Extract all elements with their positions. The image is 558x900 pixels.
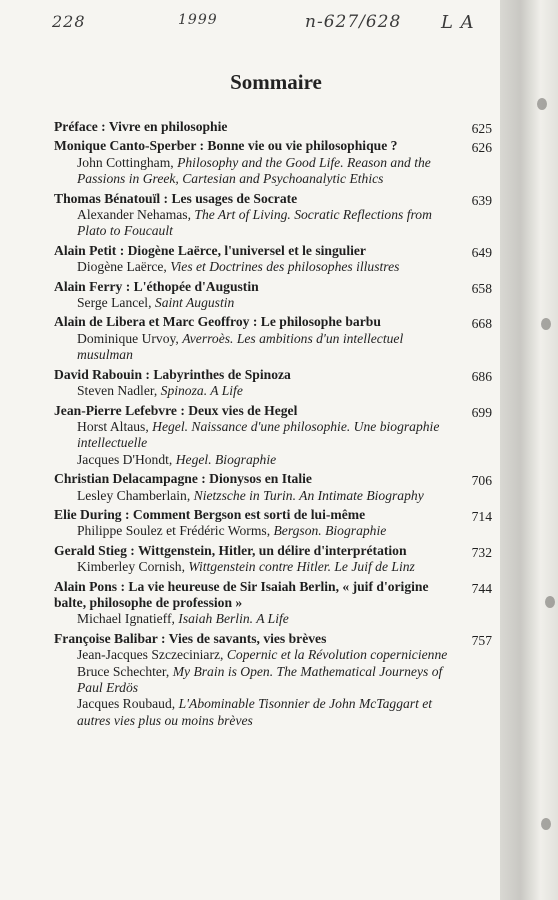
book-title: Nietzsche in Turin. An Intimate Biography [193, 487, 424, 503]
reviewed-book [54, 295, 494, 311]
reviewed-book [54, 611, 494, 627]
toc-entry-heading: Alain Ferry : L'éthopée d'Augustin [54, 278, 259, 294]
toc-page-number: 706 [471, 473, 492, 489]
reviewed-book [54, 664, 494, 697]
book-author: Michael Ignatieff, [77, 611, 179, 627]
page-edge [500, 0, 558, 900]
reviewed-book [54, 523, 494, 539]
table-of-contents [54, 119, 494, 732]
binder-hole [541, 318, 551, 330]
handwritten-reference: n-627/628 [305, 12, 402, 32]
toc-page-number: 757 [471, 632, 492, 648]
toc-entry [54, 119, 494, 135]
book-author: Jean-Jacques Szczeciniarz, [77, 647, 227, 663]
toc-entry [54, 243, 494, 276]
reviewed-book [54, 155, 494, 188]
toc-page-number: 744 [471, 580, 492, 596]
book-author: John Cottingham, [77, 154, 178, 170]
toc-entry [54, 579, 494, 628]
book-title: Isaiah Berlin. A Life [178, 611, 289, 627]
reviewed-book [54, 207, 494, 240]
binder-hole [537, 98, 547, 110]
reviewed-book [54, 488, 494, 504]
handwritten-initials: L A [441, 12, 475, 33]
book-author: Serge Lancel, [77, 295, 155, 311]
page-title: Sommaire [230, 70, 322, 94]
book-title: Saint Augustin [154, 295, 235, 311]
book-title: Hegel. Biographie [175, 451, 277, 467]
book-title: L'Abominable Tisonnier de John McTaggart et autres vies plus ou moins brèves [77, 696, 433, 728]
book-author: Jacques D'Hondt, [77, 451, 176, 467]
toc-page-number: 649 [471, 244, 492, 260]
book-author: Alexander Nehamas, [77, 207, 195, 223]
toc-entry-heading: David Rabouin : Labyrinthes de Spinoza [54, 366, 291, 382]
book-author: Kimberley Cornish, [77, 559, 189, 575]
toc-entry [54, 471, 494, 504]
book-author: Philippe Soulez et Frédéric Worms, [77, 523, 274, 539]
toc-entry [54, 191, 494, 240]
reviewed-book [54, 647, 494, 663]
handwritten-year: 1999 [178, 12, 218, 28]
toc-page-number: 639 [471, 192, 492, 208]
toc-entry-heading: Alain Pons : La vie heureuse de Sir Isaiah Berlin, « juif d'origine balte, philosophe de profession » [54, 578, 429, 610]
book-author: Jacques Roubaud, [77, 696, 179, 712]
toc-entry-heading: Gerald Stieg : Wittgenstein, Hitler, un délire d'interprétation [54, 542, 407, 558]
book-author: Horst Altaus, [77, 418, 153, 434]
book-title: The Art of Living. Socratic Reflections from Plato to Foucault [77, 207, 432, 239]
reviewed-book [54, 452, 494, 468]
toc-page-number: 658 [471, 280, 492, 296]
book-author: Diogène Laërce, [77, 259, 171, 275]
book-title: My Brain is Open. The Mathematical Journeys of Paul Erdös [77, 663, 443, 695]
reviewed-book [54, 383, 494, 399]
reviewed-book [54, 259, 494, 275]
toc-entry [54, 367, 494, 400]
toc-entry-heading: Jean-Pierre Lefebvre : Deux vies de Hegel [54, 402, 298, 418]
toc-entry [54, 279, 494, 312]
toc-page-number: 668 [471, 316, 492, 332]
toc-page-number: 714 [471, 508, 492, 524]
toc-entry-heading: Monique Canto-Sperber : Bonne vie ou vie philosophique ? [54, 138, 398, 154]
reviewed-book [54, 696, 494, 729]
toc-entry-heading: Alain Petit : Diogène Laërce, l'universel et le singulier [54, 242, 366, 258]
handwritten-number: 228 [52, 12, 86, 31]
reviewed-book [54, 419, 494, 452]
toc-entry-heading: Alain de Libera et Marc Geoffroy : Le philosophe barbu [54, 314, 381, 330]
reviewed-book [54, 559, 494, 575]
toc-entry [54, 631, 494, 729]
toc-page-number: 626 [471, 140, 492, 156]
toc-entry [54, 314, 494, 363]
toc-page-number: 699 [471, 404, 492, 420]
book-author: Lesley Chamberlain, [77, 487, 194, 503]
book-title: Copernic et la Révolution copernicienne [226, 647, 448, 663]
toc-page-number: 625 [471, 121, 492, 136]
book-title: Vies et Doctrines des philosophes illustres [170, 259, 400, 275]
toc-entry [54, 543, 494, 576]
reviewed-book [54, 331, 494, 364]
toc-entry [54, 507, 494, 540]
book-author: Bruce Schechter, [77, 663, 173, 679]
toc-page-number: 686 [471, 368, 492, 384]
book-title: Hegel. Naissance d'une philosophie. Une biographie intellectuelle [77, 418, 440, 451]
book-title: Wittgenstein contre Hitler. Le Juif de Linz [188, 559, 415, 575]
binder-hole [541, 818, 551, 830]
toc-entry-heading: Elie During : Comment Bergson est sorti de lui-même [54, 506, 366, 522]
book-title: Philosophy and the Good Life. Reason and the Passions in Greek, Cartesian and Psychoanalytic Ethics [77, 154, 431, 187]
toc-page-number: 732 [471, 544, 492, 560]
toc-entry-heading: Thomas Bénatouïl : Les usages de Socrate [54, 190, 298, 206]
book-author: Steven Nadler, [77, 383, 161, 399]
book-title: Averroès. Les ambitions d'un intellectuel musulman [77, 330, 404, 363]
toc-entry [54, 403, 494, 469]
binder-hole [545, 596, 555, 608]
toc-entry-heading: Françoise Balibar : Vies de savants, vies brèves [54, 630, 327, 646]
book-author: Dominique Urvoy, [77, 330, 183, 346]
book-title: Bergson. Biographie [273, 523, 387, 539]
book-title: Spinoza. A Life [160, 383, 243, 399]
toc-entry-heading: Préface : Vivre en philosophie [54, 119, 228, 134]
toc-entry [54, 138, 494, 187]
toc-entry-heading: Christian Delacampagne : Dionysos en Italie [54, 471, 312, 487]
